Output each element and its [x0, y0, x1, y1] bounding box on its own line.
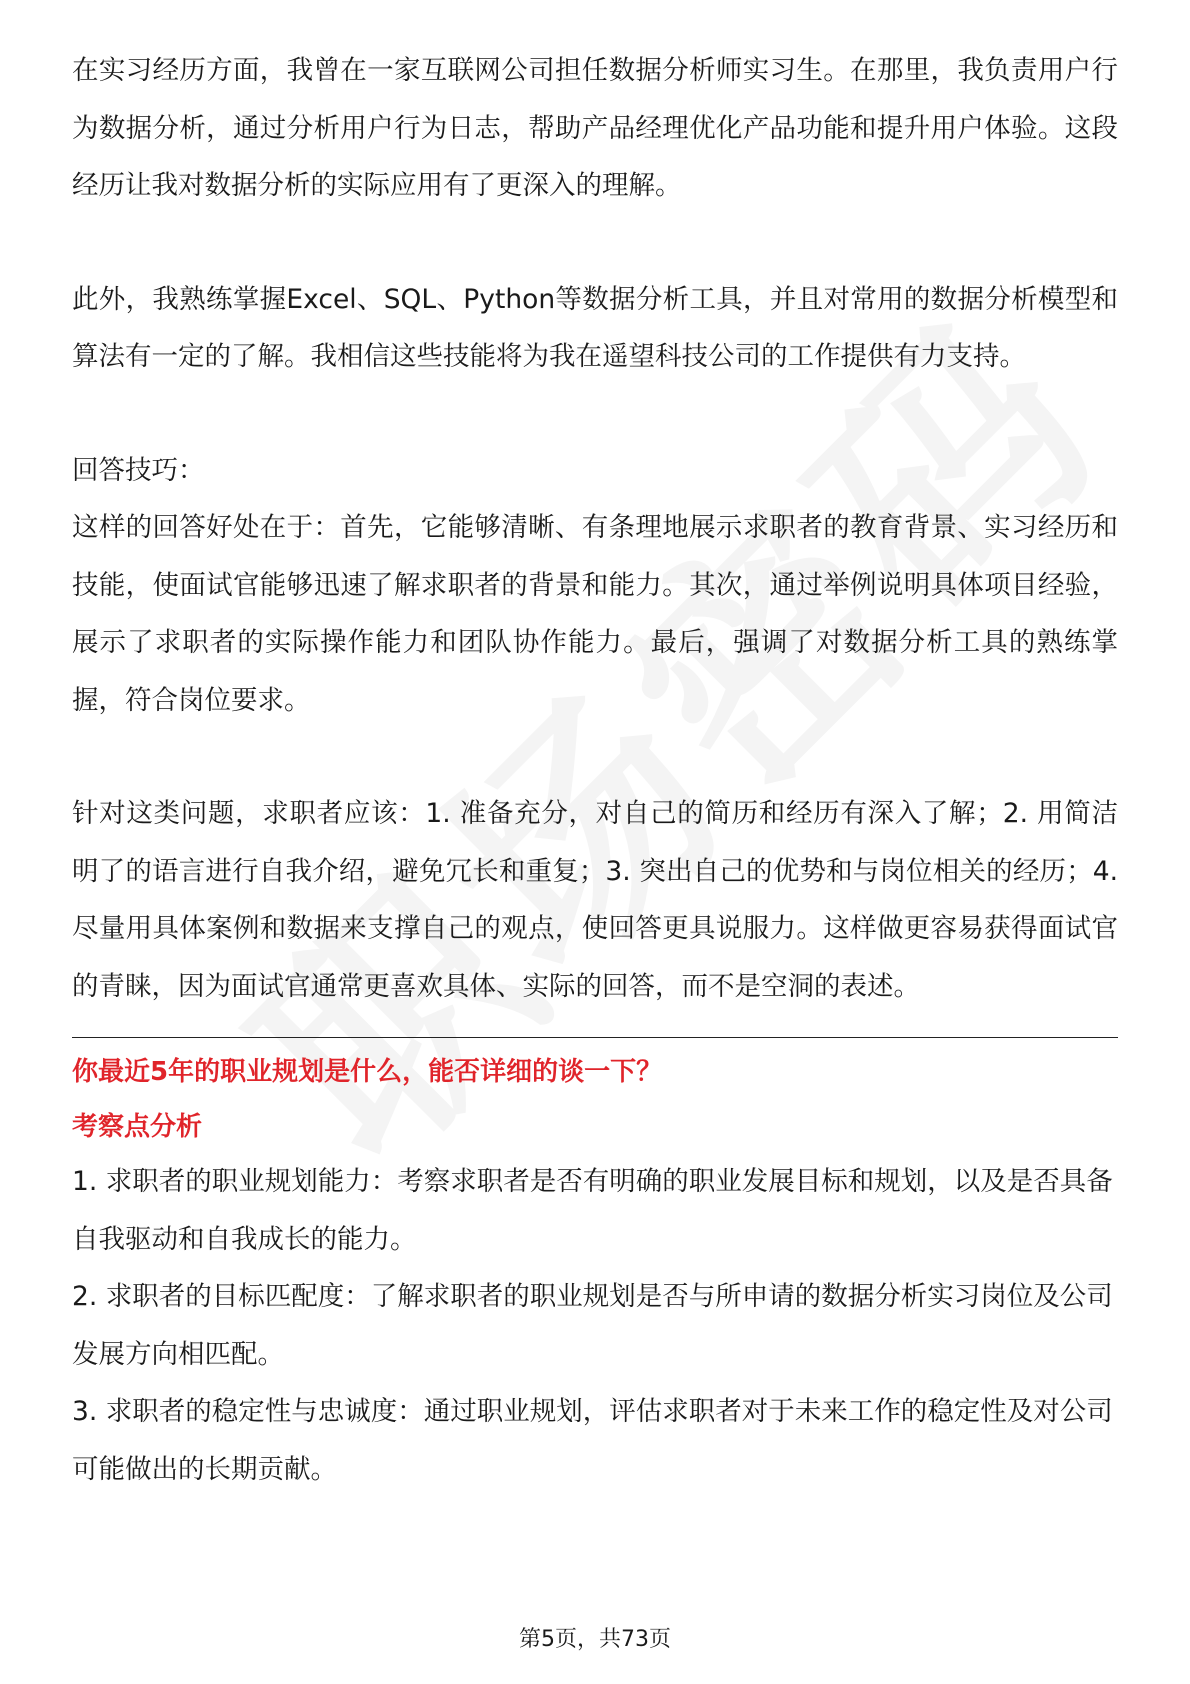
- analysis-heading: 考察点分析: [72, 1112, 203, 1142]
- analysis-item: 3. 求职者的稳定性与忠诚度：通过职业规划，评估求职者对于未来工作的稳定性及对公司可能做出的长期贡献。: [72, 1396, 1113, 1485]
- tips-label: 回答技巧：: [72, 454, 205, 486]
- question-heading: 你最近5年的职业规划是什么，能否详细的谈一下？: [72, 1057, 663, 1087]
- document-body: [72, 42, 1118, 1498]
- analysis-item: 1. 求职者的职业规划能力：考察求职者是否有明确的职业发展目标和规划，以及是否具备自我驱动和自我成长的能力。: [72, 1166, 1113, 1255]
- analysis-item: 2. 求职者的目标匹配度：了解求职者的职业规划是否与所申请的数据分析实习岗位及公司发展方向相匹配。: [72, 1281, 1113, 1370]
- skills-paragraph: 此外，我熟练掌握Excel、SQL、Python等数据分析工具，并且对常用的数据分析模型和算法有一定的了解。我相信这些技能将为我在遥望科技公司的工作提供有力支持。: [72, 283, 1118, 372]
- section-divider: [72, 1037, 1118, 1038]
- page-number: 第5页，共73页: [519, 1627, 671, 1652]
- advice-paragraph: 针对这类问题，求职者应该：1. 准备充分，对自己的简历和经历有深入了解；2. 用简洁明了的语言进行自我介绍，避免冗长和重复；3. 突出自己的优势和与岗位相关的经历；4. 尽量用具体案例和数据来支撑自己的观点，使回答更具说服力。这样做更容易获得面试官的青睐，因为面试官通常更喜欢具体、实际的回答，而不是空洞的表述。: [72, 798, 1118, 1002]
- internship-paragraph: 在实习经历方面，我曾在一家互联网公司担任数据分析师实习生。在那里，我负责用户行为数据分析，通过分析用户行为日志，帮助产品经理优化产品功能和提升用户体验。这段经历让我对数据分析的实际应用有了更深入的理解。: [72, 55, 1118, 201]
- tips-paragraph: 这样的回答好处在于：首先，它能够清晰、有条理地展示求职者的教育背景、实习经历和技能，使面试官能够迅速了解求职者的背景和能力。其次，通过举例说明具体项目经验，展示了求职者的实际操作能力和团队协作能力。最后，强调了对数据分析工具的熟练掌握，符合岗位要求。: [72, 512, 1118, 716]
